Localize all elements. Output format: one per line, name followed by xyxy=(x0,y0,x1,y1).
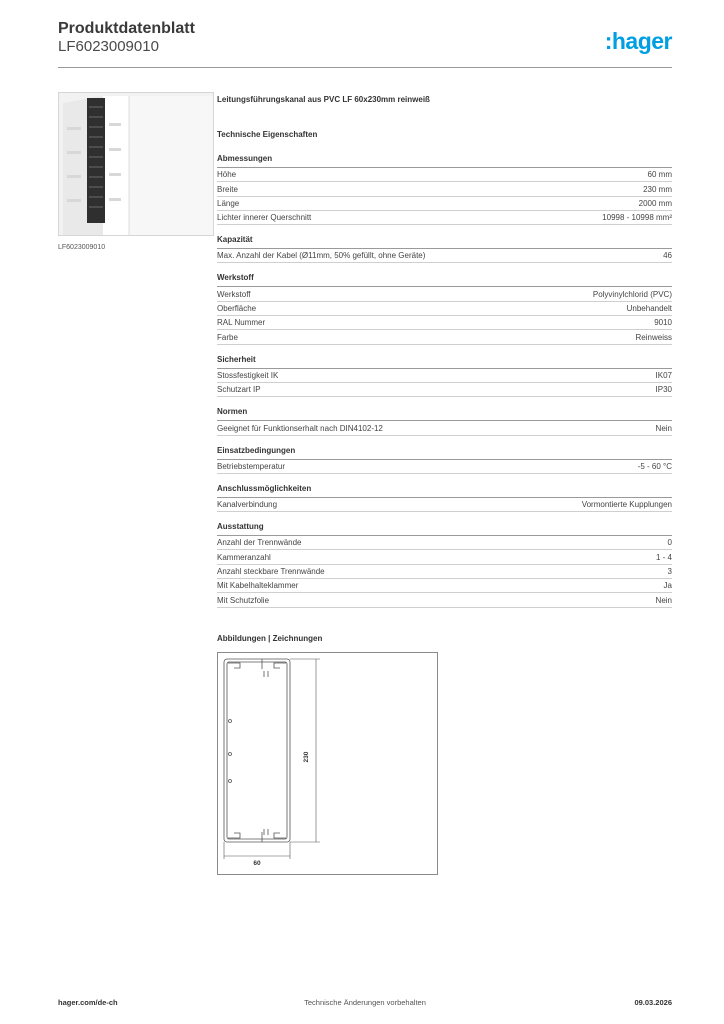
product-title: Leitungsführungskanal aus PVC LF 60x230mm reinweiß xyxy=(217,95,430,104)
spec-row xyxy=(217,316,672,330)
footer-website-link[interactable]: hager.com/de-ch xyxy=(58,998,118,1007)
spec-row xyxy=(217,383,672,397)
spec-group xyxy=(217,235,672,263)
spec-group-heading: Anschlussmöglichkeiten xyxy=(217,484,672,498)
spec-label: Höhe xyxy=(217,170,237,180)
spec-row xyxy=(217,249,672,263)
spec-row xyxy=(217,579,672,593)
spec-group-heading: Kapazität xyxy=(217,235,672,249)
product-code: LF6023009010 xyxy=(58,38,159,55)
spec-value: 0 xyxy=(667,538,672,548)
spec-group xyxy=(217,446,672,474)
spec-value: Unbehandelt xyxy=(626,304,672,314)
spec-value: -5 - 60 °C xyxy=(637,461,672,471)
footer-note: Technische Änderungen vorbehalten xyxy=(304,998,426,1007)
spec-row xyxy=(217,565,672,579)
spec-group-heading: Normen xyxy=(217,407,672,421)
spec-group xyxy=(217,273,672,344)
spec-group-heading: Werkstoff xyxy=(217,273,672,287)
spec-label: Breite xyxy=(217,184,238,194)
spec-row xyxy=(217,498,672,512)
spec-label: Länge xyxy=(217,198,240,208)
duct-profile-drawing xyxy=(218,653,437,874)
spec-value: 1 - 4 xyxy=(655,552,672,562)
spec-value: Ja xyxy=(663,581,672,591)
spec-group xyxy=(217,484,672,512)
spec-row xyxy=(217,197,672,211)
spec-group-heading: Abmessungen xyxy=(217,154,672,168)
spec-row xyxy=(217,536,672,550)
spec-label: Anzahl steckbare Trennwände xyxy=(217,567,325,577)
drawings-heading: Abbildungen | Zeichnungen xyxy=(217,634,323,643)
spec-value: 230 mm xyxy=(643,184,672,194)
spec-value: IK07 xyxy=(655,370,672,380)
spec-group-heading: Sicherheit xyxy=(217,355,672,369)
spec-label: Mit Schutzfolie xyxy=(217,595,270,605)
spec-label: Kanalverbindung xyxy=(217,500,278,510)
spec-row xyxy=(217,211,672,225)
spec-group-heading: Einsatzbedingungen xyxy=(217,446,672,460)
spec-row xyxy=(217,330,672,344)
spec-row xyxy=(217,168,672,182)
width-dimension-label: 60 xyxy=(253,860,261,867)
spec-value: 9010 xyxy=(654,318,672,328)
spec-value: Nein xyxy=(655,423,672,433)
cable-duct-illustration xyxy=(59,93,213,235)
spec-row xyxy=(217,369,672,383)
spec-label: Lichter innerer Querschnitt xyxy=(217,213,312,223)
spec-row xyxy=(217,550,672,564)
spec-value: 60 mm xyxy=(647,170,672,180)
spec-label: RAL Nummer xyxy=(217,318,266,328)
spec-label: Betriebstemperatur xyxy=(217,461,286,471)
spec-value: 46 xyxy=(663,251,672,261)
spec-row xyxy=(217,460,672,474)
spec-groups xyxy=(217,154,672,608)
spec-group xyxy=(217,522,672,607)
spec-value: Vormontierte Kupplungen xyxy=(581,500,672,510)
spec-label: Farbe xyxy=(217,332,238,342)
spec-row xyxy=(217,593,672,607)
hager-logo: :hager xyxy=(604,28,672,54)
spec-label: Schutzart IP xyxy=(217,385,261,395)
spec-value: IP30 xyxy=(655,385,672,395)
technical-drawing xyxy=(217,652,438,875)
header-divider xyxy=(58,67,672,68)
product-photo xyxy=(58,92,214,236)
spec-label: Mit Kabelhalteklammer xyxy=(217,581,299,591)
spec-label: Stossfestigkeit IK xyxy=(217,370,279,380)
spec-content xyxy=(217,95,672,618)
height-dimension-label: 230 xyxy=(303,751,310,763)
spec-label: Kammeranzahl xyxy=(217,552,271,562)
spec-value: 3 xyxy=(667,567,672,577)
spec-row xyxy=(217,421,672,435)
spec-group-heading: Ausstattung xyxy=(217,522,672,536)
spec-label: Anzahl der Trennwände xyxy=(217,538,302,548)
spec-label: Oberfläche xyxy=(217,304,257,314)
spec-label: Werkstoff xyxy=(217,289,251,299)
spec-row xyxy=(217,182,672,196)
spec-value: 10998 - 10998 mm² xyxy=(602,213,672,223)
technical-heading: Technische Eigenschaften xyxy=(217,130,318,139)
spec-value: Polyvinylchlorid (PVC) xyxy=(592,289,672,299)
footer-date: 09.03.2026 xyxy=(634,998,672,1007)
spec-value: 2000 mm xyxy=(638,198,672,208)
spec-row xyxy=(217,302,672,316)
spec-group xyxy=(217,355,672,398)
spec-label: Geeignet für Funktionserhalt nach DIN4102-12 xyxy=(217,423,383,433)
spec-group xyxy=(217,407,672,435)
spec-value: Reinweiss xyxy=(635,332,672,342)
spec-group xyxy=(217,154,672,225)
spec-row xyxy=(217,287,672,301)
photo-caption: LF6023009010 xyxy=(58,244,106,251)
spec-value: Nein xyxy=(655,595,672,605)
page-title: Produktdatenblatt xyxy=(58,20,195,37)
spec-label: Max. Anzahl der Kabel (Ø11mm, 50% gefüllt, ohne Geräte) xyxy=(217,251,426,261)
